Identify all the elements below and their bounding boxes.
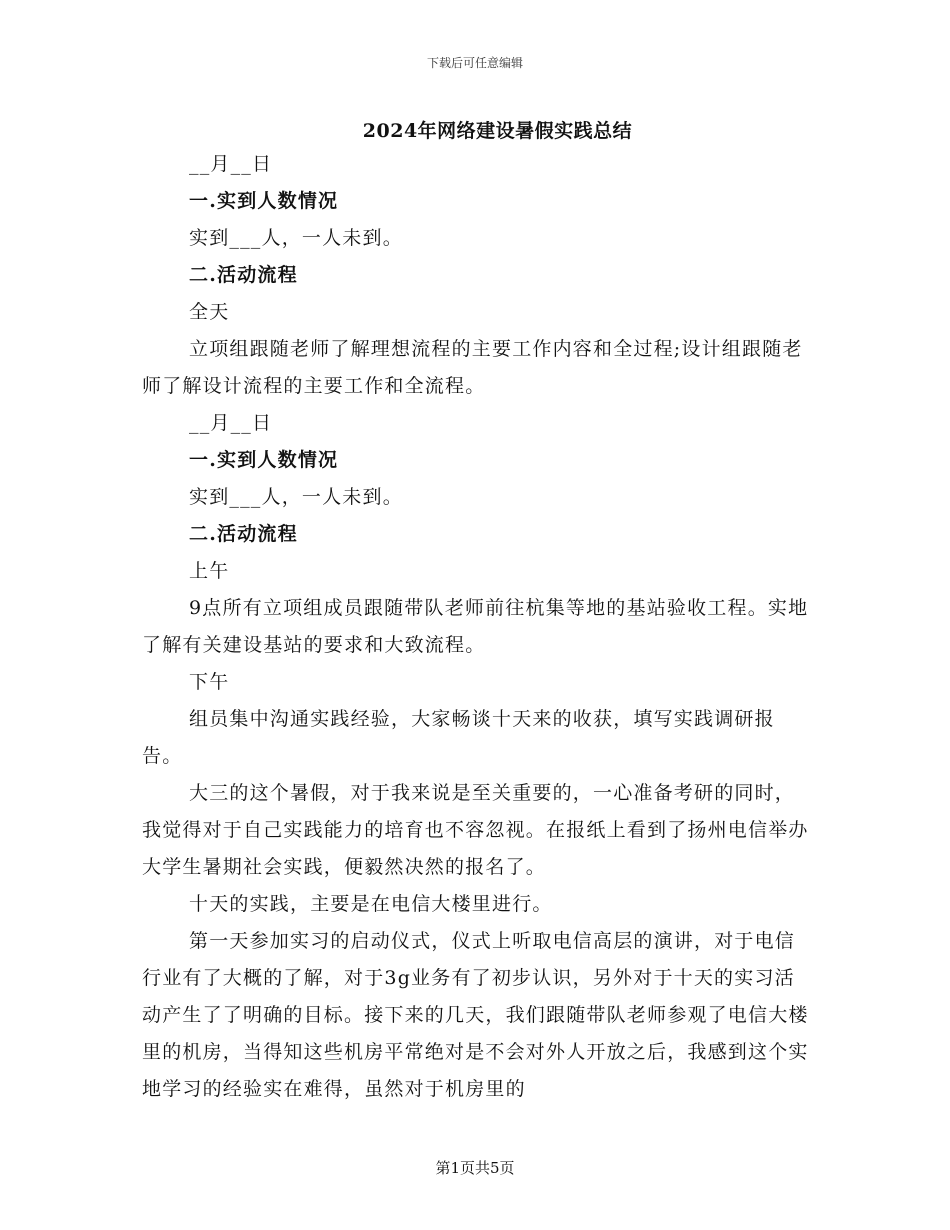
paragraph: 全天 <box>189 301 230 323</box>
paragraph: 实到___人，一人未到。 <box>189 486 403 508</box>
paragraph: 组员集中沟通实践经验，大家畅谈十天来的收获，填写实践调研报告。 <box>142 708 775 767</box>
paragraph: 9点所有立项组成员跟随带队老师前往杭集等地的基站验收工程。实地了解有关建设基站的要求和大致流程。 <box>142 597 809 656</box>
paragraph: 十天的实践，主要是在电信大楼里进行。 <box>189 893 553 915</box>
header-note: 下载后可任意编辑 <box>426 56 523 70</box>
section-heading: 一.实到人数情况 <box>189 449 339 471</box>
page-number: 第1页共5页 <box>435 1159 515 1177</box>
section-heading: 二.活动流程 <box>189 523 298 545</box>
paragraph: 大三的这个暑假，对于我来说是至关重要的，一心准备考研的同时，我觉得对于自己实践能力的培育也不容忽视。在报纸上看到了扬州电信举办大学生暑期社会实践，便毅然决然的报名了。 <box>142 782 809 878</box>
paragraph: 立项组跟随老师了解理想流程的主要工作内容和全过程;设计组跟随老师了解设计流程的主要工作和全流程。 <box>142 338 803 397</box>
paragraph: __月__日 <box>189 412 273 434</box>
paragraph: 下午 <box>189 671 230 693</box>
document-title: 2024年网络建设暑假实践总结 <box>362 120 633 142</box>
paragraph: __月__日 <box>189 153 273 175</box>
paragraph: 第一天参加实习的启动仪式，仪式上听取电信高层的演讲，对于电信行业有了大概的了解，对于3g业务有了初步认识，另外对于十天的实习活动产生了了明确的目标。接下来的几天，我们跟随带队老师参观了电信大楼里的机房，当得知这些机房平常绝对是不会对外人开放之后，我感到这个实地学习的经验实在难得，虽然对于机房里的 <box>142 930 809 1100</box>
section-heading: 一.实到人数情况 <box>189 190 339 212</box>
section-heading: 二.活动流程 <box>189 264 298 286</box>
paragraph: 上午 <box>189 560 230 582</box>
paragraph: 实到___人，一人未到。 <box>189 227 403 249</box>
document-body <box>142 146 810 1108</box>
